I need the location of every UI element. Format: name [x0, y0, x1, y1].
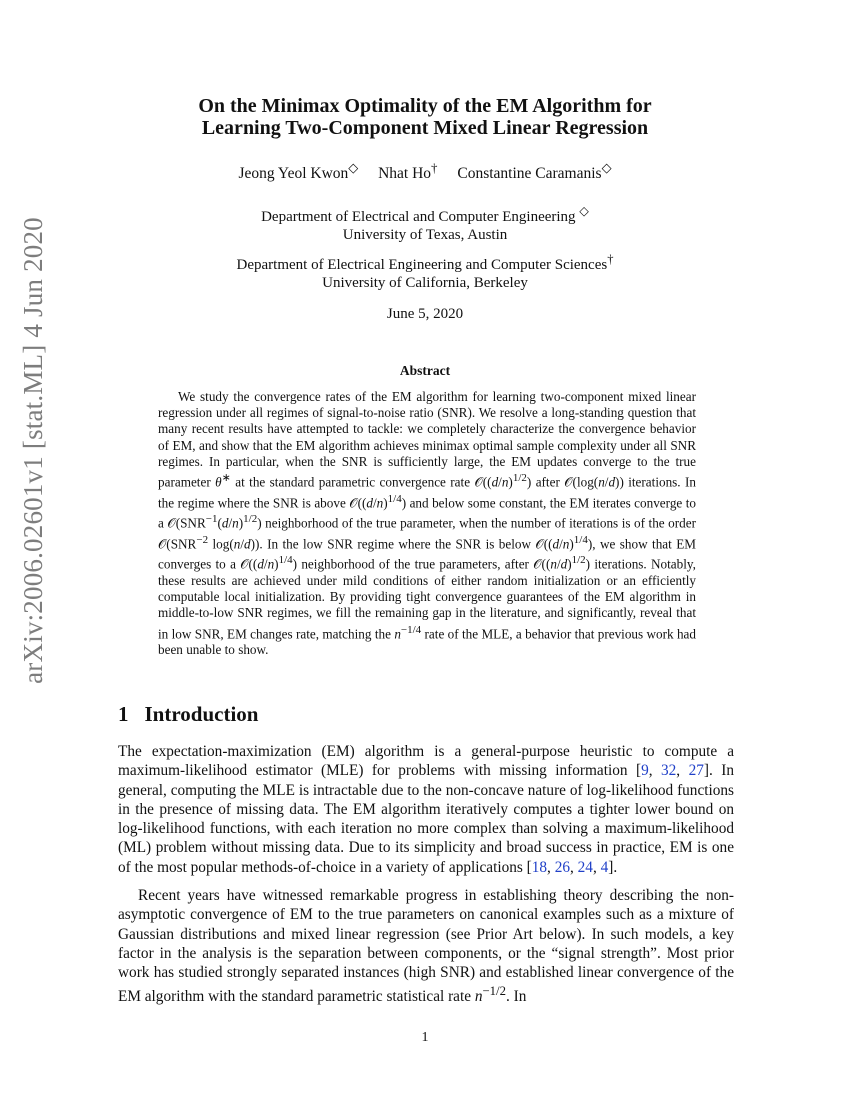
citation-link[interactable]: 27 [688, 762, 704, 780]
title-line-2: Learning Two-Component Mixed Linear Regression [201, 117, 649, 139]
abstract-body: We study the convergence rates of the EM algorithm for learning two-component mixed linear regression under all regimes of signal-to-noise ratio (SNR). We resolve a long-standing question that many recent results have attempted to tackle: we completely characterize the convergence behavior of EM, and show that the EM algorithm achieves minimax optimal sample complexity under all SNR regimes. In particular, when the SNR is sufficiently large, the EM updates converge to the true parameter θ∗ at the standard parametric convergence rate $𝒪((d/n)^{1/2})$ after 𝒪(log(n/d)) iterations. In the regime where the SNR is above $𝒪((d/n)^{1/4})$ and below some constant, the EM iterates converge to a $𝒪(SNR^{-1}(d/n)^{1/2})$ neighborhood of the true parameter, when the number of iterations is of the order $𝒪(SNR^{-2}$ log(n/d)). In the low SNR regime where the SNR is below $𝒪((d/n)^{1/4})$, we show that EM converges to a $𝒪((d/n)^{1/4})$ neighborhood of the true parameters, after $𝒪((n/d)^{1/2})$ iterations. Notably, these results are achieved under mild conditions of either random initialization or an efficiently computable local initialization. By providing tight convergence guarantees of the EM algorithm in middle-to-low SNR regimes, we fill the remaining gap in the literature, and significantly, reveal that in low SNR, EM changes rate, matching the $n^{-1/4}$ rate of the MLE, a behavior that previous work had been unable to show. [158, 389, 697, 658]
citation-link[interactable]: 32 [661, 762, 677, 780]
arxiv-identifier: arXiv:2006.02601v1 [stat.ML] 4 Jun 2020 [17, 216, 48, 684]
intro-paragraph-1: The expectation-maximization (EM) algorithm is a general-purpose heuristic to compute a maximum-likelihood estimator (MLE) for problems with missing information [9, 32, 27]. In general, computing the MLE is intractable due to the non-concave nature of log-likelihood functions in the presence of missing data. The EM algorithm iteratively computes a tighter lower bound on log-likelihood functions, with each iteration no more complex than solving a maximum-likelihood (ML) problem without missing data. Due to its simplicity and broad success in practice, EM is one of the most popular methods-of-choice in a variety of applications [18, 26, 24, 4]. [118, 743, 734, 876]
citation-link[interactable]: 26 [554, 858, 570, 876]
publication-date: June 5, 2020 [386, 306, 464, 322]
author-2: Nhat Ho† [378, 160, 438, 183]
citation-link[interactable]: 4 [600, 858, 609, 876]
section-heading-introduction: 1 Introduction [118, 702, 259, 726]
intro-paragraph-2: Recent years have witnessed remarkable progress in establishing theory describing the non-asymptotic convergence of EM to the true parameters on canonical examples such as a mixture of Gaussian distributions and mixed linear regression (see Prior Art below). In such models, a key factor in the analysis is the separation between components, or the “signal strength”. Most prior work has studied strongly separated instances (high SNR) and established linear convergence of the EM algorithm with the standard parametric statistical rate $n^{-1/2}$. In [118, 887, 734, 1006]
affiliation-2: Department of Electrical Engineering and Computer Sciences† University of California, Berkeley [236, 252, 614, 291]
citation-link[interactable]: 9 [641, 762, 649, 780]
paper-title [110, 95, 740, 139]
affiliation-1: Department of Electrical and Computer Engineering ◇ University of Texas, Austin [261, 204, 589, 243]
page-number: 1 [421, 1030, 429, 1045]
title-line-1: On the Minimax Optimality of the EM Algorithm for [198, 95, 652, 117]
author-3: Constantine Caramanis◇ [457, 160, 612, 183]
author-1: Jeong Yeol Kwon◇ [238, 160, 359, 183]
citation-link[interactable]: 24 [577, 858, 593, 876]
author-list [110, 160, 740, 183]
citation-link[interactable]: 18 [531, 858, 548, 876]
abstract-heading: Abstract [399, 363, 451, 378]
